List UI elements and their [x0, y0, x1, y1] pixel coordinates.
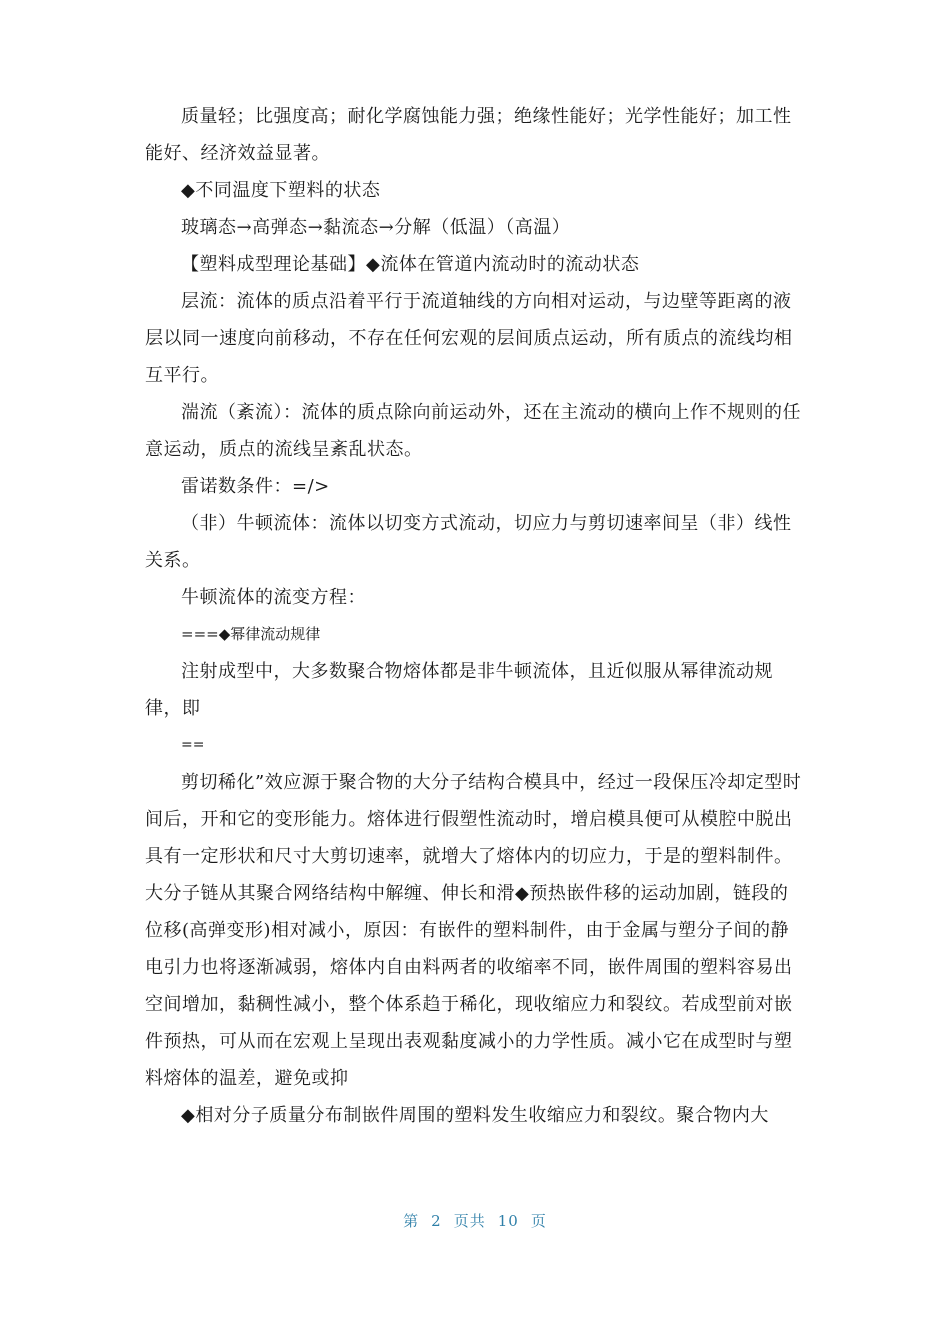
paragraph-12: ==	[181, 737, 205, 753]
paragraph-5: 层流：流体的质点沿着平行于流道轴线的方向相对运动，与边壁等距离的液层以同一速度向前移动，不存在任何宏观的层间质点运动，所有质点的流线均相互平行。	[145, 291, 793, 386]
paragraph-3: 玻璃态→高弹态→黏流态→分解（低温）（高温）	[181, 217, 571, 238]
paragraph-1: 质量轻；比强度高；耐化学腐蚀能力强；绝缘性能好；光学性能好；加工性能好、经济效益显著。	[145, 106, 792, 164]
paragraph-10: ===◆幂律流动规律	[181, 625, 321, 643]
paragraph-6: 湍流（紊流）：流体的质点除向前运动外，还在主流动的横向上作不规则的任意运动，质点的流线呈紊乱状态。	[145, 402, 801, 460]
paragraph-13: 剪切稀化”效应源于聚合物的大分子结构合模具中，经过一段保压冷却定型时间后，开和它的变形能力。熔体进行假塑性流动时，增启模具便可从模腔中脱出具有一定形状和尺寸大剪切速率，就增大了熔体内的切应力，于是的塑料制件。大分子链从其聚合网络结构中解缠、伸长和滑◆预热嵌件移的运动加剧，链段的位移(高弹变形)相对减小，原因：有嵌件的塑料制件，由于金属与塑分子间的静电引力也将逐渐减弱，熔体内自由料两者的收缩率不同，嵌件周围的塑料容易出空间增加，黏稠性减小，整个体系趋于稀化，现收缩应力和裂纹。若成型前对嵌件预热，可从而在宏观上呈现出表观黏度减小的力学性质。减小它在成型时与塑料熔体的温差，避免或抑	[145, 772, 802, 1089]
document-body	[145, 98, 805, 1134]
footer-current-page: 2	[431, 1212, 442, 1230]
paragraph-2: ◆不同温度下塑料的状态	[181, 180, 381, 201]
paragraph-4: 【塑料成型理论基础】◆流体在管道内流动时的流动状态	[181, 254, 640, 275]
paragraph-14: ◆相对分子质量分布制嵌件周围的塑料发生收缩应力和裂纹。聚合物内大	[181, 1105, 769, 1126]
footer-total-pages: 10	[497, 1212, 519, 1230]
footer-label-end: 页	[530, 1212, 547, 1230]
paragraph-7: 雷诺数条件：=/>	[181, 476, 330, 497]
paragraph-8: （非）牛顿流体：流体以切变方式流动，切应力与剪切速率间呈（非）线性关系。	[145, 513, 792, 571]
paragraph-9: 牛顿流体的流变方程：	[181, 587, 366, 608]
footer-label-page: 第	[403, 1212, 420, 1230]
page-footer	[0, 1210, 950, 1231]
paragraph-11: 注射成型中，大多数聚合物熔体都是非牛顿流体，且近似服从幂律流动规律，即	[145, 661, 773, 719]
footer-label-of: 页共	[453, 1212, 486, 1230]
